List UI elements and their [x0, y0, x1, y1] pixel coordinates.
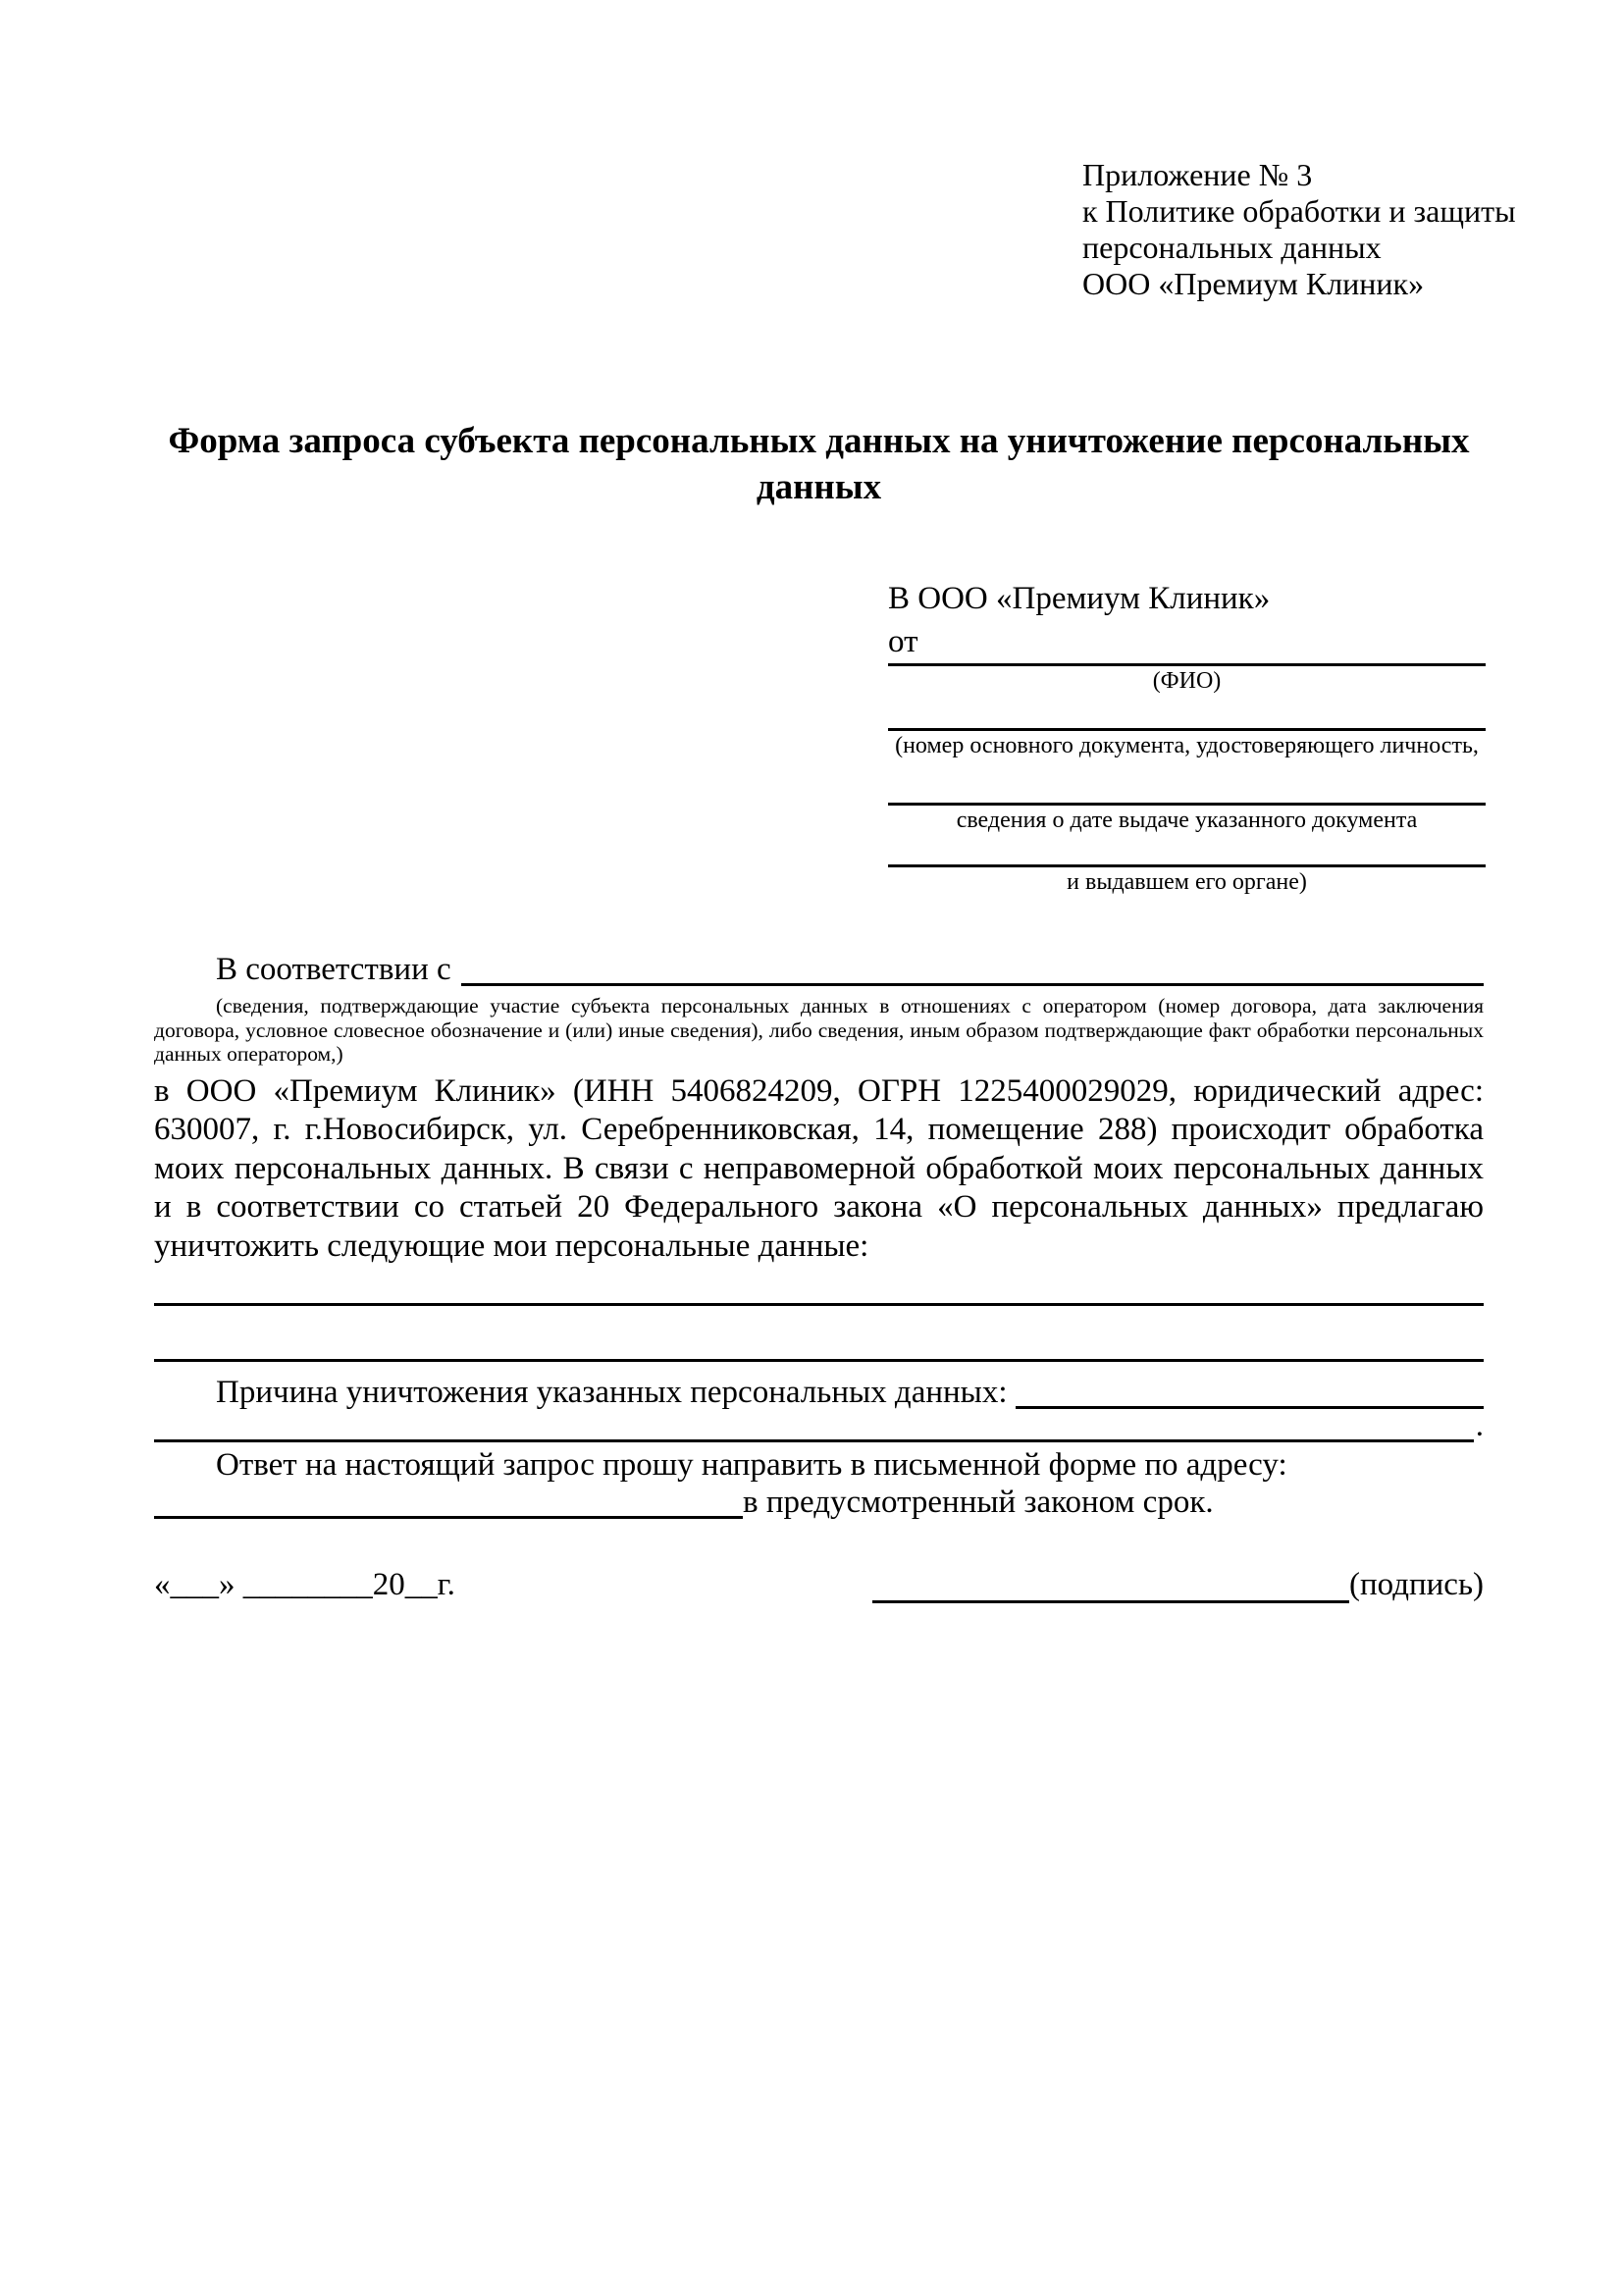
- signature-caption: (подпись): [1349, 1566, 1484, 1602]
- accordance-note: (сведения, подтверждающие участие субъекта персональных данных в отношениях с оператором (номер договора, дата заключения договора, условное словесное обозначение и (или) иные сведения), либо сведения, иным образом подтверждающие факт обработки персональных данных оператором,): [154, 994, 1484, 1066]
- reason-period: .: [1475, 1408, 1484, 1443]
- signature-area: [872, 1566, 1484, 1603]
- appendix-header: [1082, 157, 1516, 302]
- appendix-header-line-4: ООО «Премиум Клиник»: [1082, 266, 1425, 301]
- response-address-row: [154, 1486, 1484, 1519]
- addressee-to: В ООО «Премиум Клиник»: [888, 581, 1271, 616]
- reason-write-line: [1016, 1380, 1484, 1409]
- appendix-header-line-2: к Политике обработки и защиты: [1082, 193, 1516, 229]
- main-paragraph: в ООО «Премиум Клиник» (ИНН 5406824209, ОГРН 1225400029029, юридический адрес: 630007, г. г.Новосибирск, ул. Серебренниковская, 14, помещение 288) происходит обработка моих персональных данных. В связи с неправомерной обработкой моих персональных данных и в соответствии со статьей 20 Федерального закона «О персональных данных» предлагаю уничтожить следующие мои персональные данные:: [154, 1072, 1484, 1264]
- accordance-row: [154, 953, 1484, 986]
- document-title: Форма запроса субъекта персональных данных на уничтожение персональных данных: [168, 421, 1470, 507]
- fio-caption: (ФИО): [1152, 668, 1222, 694]
- personal-data-write-line-2: [154, 1359, 1484, 1362]
- reason-label: Причина уничтожения указанных персональных данных:: [216, 1375, 1008, 1410]
- reason-write-line-2: [154, 1411, 1474, 1442]
- document-number-caption: (номер основного документа, удостоверяющего личность,: [895, 733, 1479, 758]
- addressee-block: [888, 577, 1486, 897]
- accordance-label: В соответствии с: [216, 952, 451, 987]
- addressee-from: от: [888, 624, 918, 659]
- accordance-write-line: [461, 957, 1484, 986]
- date-template: «___» ________20__г.: [154, 1566, 455, 1602]
- signature-write-line: [872, 1572, 1349, 1603]
- footer-row: [154, 1566, 1484, 1603]
- response-tail: в предусмотренный законом срок.: [743, 1484, 1214, 1520]
- response-paragraph: Ответ на настоящий запрос прошу направить в письменной форме по адресу:: [216, 1447, 1287, 1483]
- reason-row: [154, 1376, 1484, 1409]
- reason-continuation-row: [154, 1409, 1484, 1442]
- personal-data-write-line-1: [154, 1303, 1484, 1306]
- issue-date-caption: сведения о дате выдаче указанного документа: [956, 808, 1418, 833]
- address-write-line: [154, 1487, 743, 1519]
- issuing-authority-caption: и выдавшем его органе): [1067, 869, 1307, 895]
- appendix-header-line-1: Приложение № 3: [1082, 157, 1313, 192]
- appendix-header-line-3: персональных данных: [1082, 230, 1382, 265]
